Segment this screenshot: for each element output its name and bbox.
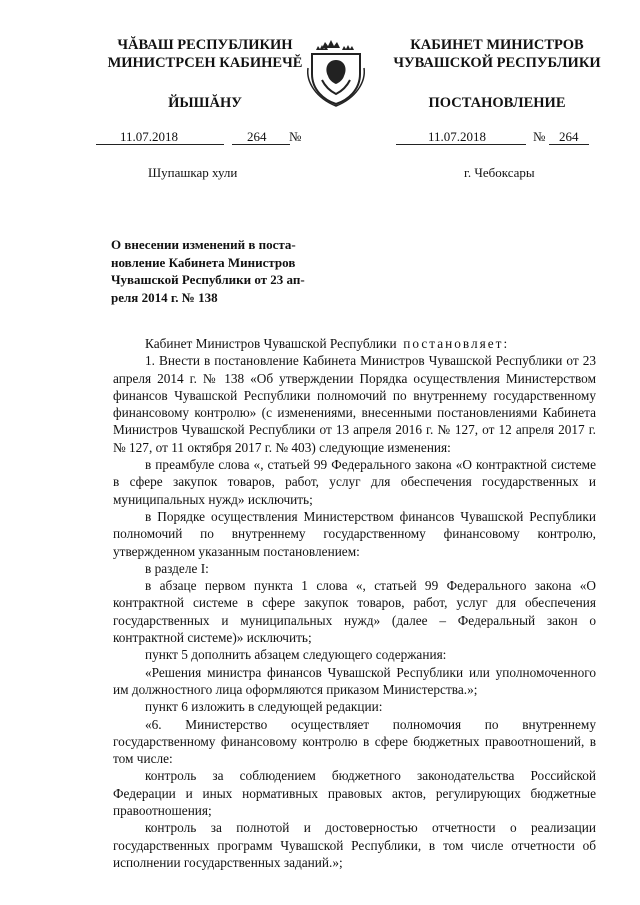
title-line2: новление Кабинета Министров [111, 254, 296, 270]
document-body [113, 335, 596, 871]
document-title [111, 236, 341, 306]
right-header-line2: ЧУВАШСКОЙ РЕСПУБЛИКИ [393, 55, 601, 71]
right-city: г. Чебоксары [464, 165, 535, 180]
emblem [302, 38, 370, 108]
right-date: 11.07.2018 [428, 129, 487, 144]
paragraph-1 [113, 335, 596, 352]
paragraph-12: контроль за полнотой и достоверностью отчетности о реализации государственных программ Чувашской Республики, в том числе отчетности об исполнении государственных заданий.»; [113, 820, 596, 870]
right-number: 264 [559, 129, 579, 144]
right-no-sign: № [533, 129, 546, 144]
left-number: 264 [247, 129, 267, 144]
resolves-word: постановляет: [403, 336, 510, 351]
right-doc-type: ПОСТАНОВЛЕНИЕ [428, 95, 566, 111]
paragraph-8: «Решения министра финансов Чувашской Республики или уполномоченного им должностного лица оформляются приказом Министерства.»; [113, 664, 596, 697]
right-header-line1: КАБИНЕТ МИНИСТРОВ [410, 37, 584, 53]
left-header [90, 36, 320, 112]
left-header-line2: МИНИСТРСЕН КАБИНЕЧĔ [107, 55, 303, 71]
left-no-sign: № [289, 129, 302, 144]
paragraph-7: пункт 5 дополнить абзацем следующего содержания: [145, 647, 447, 663]
paragraph-10: «6. Министерство осуществляет полномочия по внутреннему государственному финансовому контролю в сфере бюджетных правоотношений, в том числе: [113, 716, 596, 767]
left-header-line1: ЧĂВАШ РЕСПУБЛИКИН [117, 37, 293, 53]
paragraph-2: 1. Внести в постановление Кабинета Министров Чувашской Республики от 23 апреля 2014 г. № 138 «Об утверждении Порядка осуществления Министерством финансов Чувашской Республики полномочий по внутреннему государственному финансовому контролю» (с изменениями, внесенными постановлениями Кабинета Министров Чувашской Республики от 13 апреля 2016 г. № 127, от 12 апреля 2017 г. № 127, от 11 октября 2017 г. № 403) следующие изменения: [113, 353, 596, 455]
left-date: 11.07.2018 [120, 129, 179, 144]
title-line3: Чувашской Республики от 23 ап- [111, 272, 305, 288]
paragraph-3: в преамбуле слова «, статьей 99 Федерального закона «О контрактной системе в сфере закупок товаров, работ, услуг для обеспечения государственных и муниципальных нужд» исключить; [113, 457, 596, 507]
paragraph-4: в Порядке осуществления Министерством финансов Чувашской Республики полномочий по внутреннему государственному финансовому контролю, утвержденном указанным постановлением: [113, 508, 596, 559]
paragraph-9: пункт 6 изложить в следующей редакции: [145, 699, 383, 715]
title-line1: О внесении изменений в поста- [111, 237, 296, 252]
left-doc-type: ЙЫШĂНУ [168, 95, 242, 111]
title-line4: реля 2014 г. № 138 [111, 289, 218, 305]
left-city: Шупашкар хули [148, 165, 238, 180]
paragraph-1-text: Кабинет Министров Чувашской Республики [145, 336, 397, 351]
right-header [382, 36, 612, 112]
chuvash-coat-of-arms-icon [302, 38, 370, 108]
paragraph-6: в абзаце первом пункта 1 слова «, статьей 99 Федерального закона «О контрактной системе в сфере закупок товаров, работ, услуг для обеспечения государственных и муниципальных нужд» (далее – Федеральный закон о контрактной системе)» исключить; [113, 578, 596, 646]
paragraph-11: контроль за соблюдением бюджетного законодательства Российской Федерации и иных нормативных правовых актов, регулирующих бюджетные правоотношения; [113, 768, 596, 819]
paragraph-5: в разделе I: [145, 560, 209, 576]
